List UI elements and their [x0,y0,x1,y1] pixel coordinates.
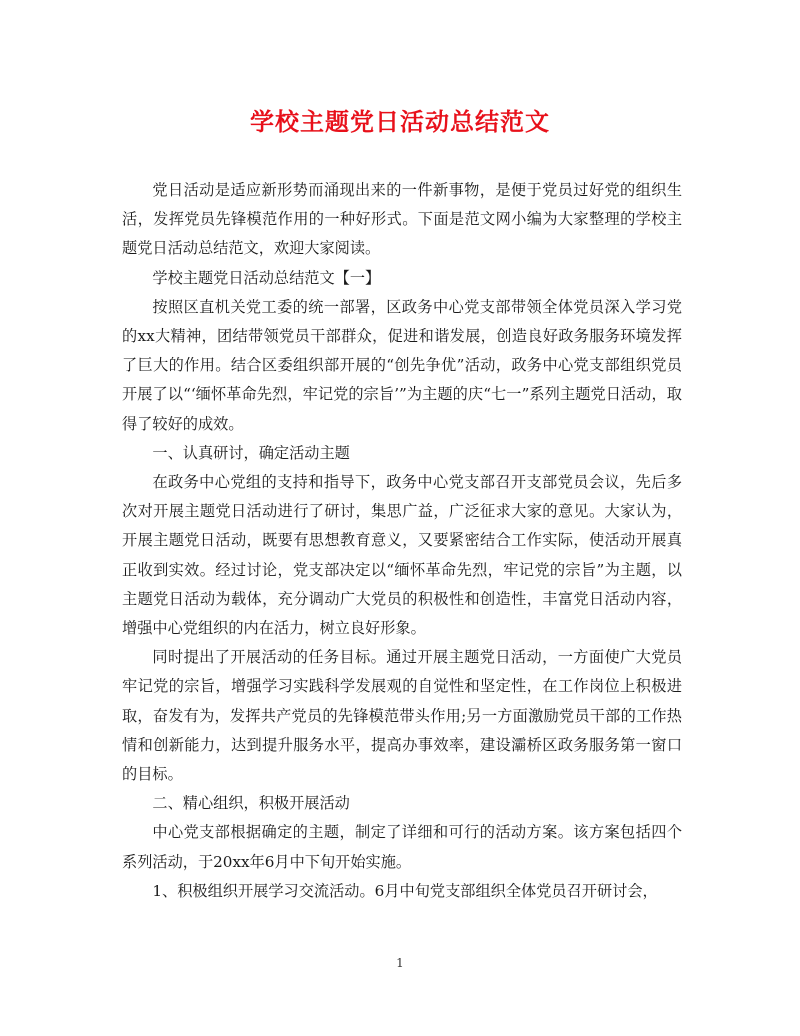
page-number: 1 [396,956,404,970]
body-paragraph: 1、积极组织开展学习交流活动。6月中旬党支部组织全体党员召开研讨会， [152,881,658,900]
body-paragraph: 中心党支部根据确定的主题，制定了详细和可行的活动方案。该方案包括四个系列活动，于20xx年6月中下旬开始实施。 [122,823,682,871]
document-body [122,176,682,906]
subheading-organize: 二、精心组织，积极开展活动 [152,794,350,813]
subheading-research: 一、认真研讨，确定活动主题 [152,443,350,462]
body-paragraph: 在政务中心党组的支持和指导下，政务中心党支部召开支部党员会议，先后多次对开展主题党日活动进行了研讨，集思广益，广泛征求大家的意见。大家认为，开展主题党日活动，既要有思想教育意义，又要紧密结合工作实际，使活动开展真正收到实效。经过讨论，党支部决定以“缅怀革命先烈，牢记党的宗旨”为主题，以主题党日活动为载体，充分调动广大党员的积极性和创造性，丰富党日活动内容，增强中心党组织的内在活力，树立良好形象。 [122,473,682,638]
document-title: 学校主题党日活动总结范文 [250,107,550,136]
body-paragraph: 同时提出了开展活动的任务目标。通过开展主题党日活动，一方面使广大党员牢记党的宗旨，增强学习实践科学发展观的自觉性和坚定性，在工作岗位上积极进取，奋发有为，发挥共产党员的先锋模范带头作用;另一方面激励党员干部的工作热情和创新能力，达到提升服务水平，提高办事效率，建设灞桥区政务服务第一窗口的目标。 [122,648,682,784]
section-heading-one: 学校主题党日活动总结范文【一】 [152,268,381,287]
intro-paragraph: 党日活动是适应新形势而涌现出来的一件新事物，是便于党员过好党的组织生活，发挥党员先锋模范作用的一种好形式。下面是范文网小编为大家整理的学校主题党日活动总结范文，欢迎大家阅读。 [122,181,682,258]
body-paragraph: 按照区直机关党工委的统一部署，区政务中心党支部带领全体党员深入学习党的xx大精神，团结带领党员干部群众，促进和谐发展，创造良好政务服务环境发挥了巨大的作用。结合区委组织部开展的“创先争优”活动，政务中心党支部组织党员开展了以“‘缅怀革命先烈，牢记党的宗旨’”为主题的庆“七一”系列主题党日活动，取得了较好的成效。 [122,297,682,433]
